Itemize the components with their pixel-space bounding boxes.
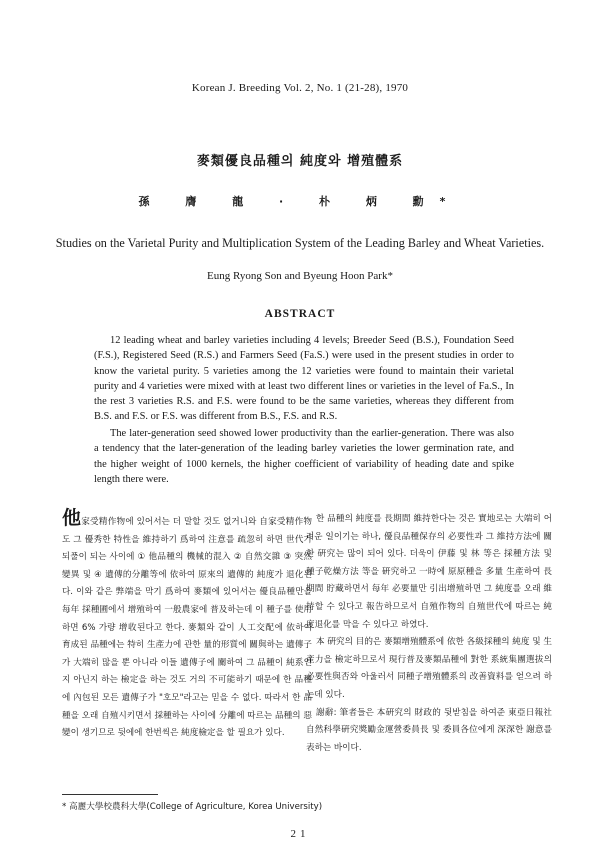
english-authors: Eung Ryong Son and Byeung Hoon Park* (207, 270, 393, 282)
abstract-paragraph-2: The later-generation seed showed lower productivity than the earlier-generation. There was also a tendency that the later-generation of the leading barley varieties the lower germination rate, and the higher weight of 1000 kernels, the higher coefficient of variability of heading date and spike length there were. (94, 428, 514, 485)
footnote-rule (62, 794, 158, 795)
drop-cap: 他 (62, 507, 82, 529)
journal-header: Korean J. Breeding Vol. 2, No. 1 (21-28), 1970 (191, 82, 409, 94)
body-right-column (306, 511, 552, 757)
abstract-paragraph-1: 12 leading wheat and barley varieties including 4 levels; Breeder Seed (B.S.), Foundation Seed (F.S.), Registered Seed (R.S.) and Farmers Seed (Fa.S.) were used in the present studies in order to know the varietal purity. 5 varieties among the 12 varieties were found to maintain their varietal purity and 4 varieties were mixed with at least two different lines or varieties in the level of Fa.S., In the rest 3 varieties R.S. and F.S. were found to be the same varieties, whereas they different from B.S. and F.S. or F.S. was different from B.S., F.S. and R.S. (94, 335, 514, 423)
korean-authors: 孫 膺 龍 · 朴 炳 勳* (138, 195, 462, 208)
right-paragraph-1: 한 品種의 純度를 長期間 維持한다는 것은 實地로는 大端히 어려운 일이기는 하나, 優良品種保存의 必要性과 그 維持方法에 關한 硏究는 많이 되어 있다. 더욱이 伊藤 및 林 等은 採種方法 및 種子乾燥方法 等을 硏究하고 一時에 原原種을 多量 生產하여 長期間 貯藏하면서 每年 必要量만 引出增殖하면 그 純度를 오래 維持할 수 있다고 報告하므로서 自殖作物의 自殖世代에 따르는 純度退化를 막을 수 있다고 하였다. (306, 514, 552, 630)
page-number: 21 (290, 828, 310, 840)
body-left-column (62, 507, 312, 743)
korean-title: 麥類優良品種의 純度와 增殖體系 (196, 154, 404, 169)
footnote: * 高麗大學校農科大學(College of Agriculture, Korea University) (62, 802, 323, 812)
right-paragraph-2: 本 硏究의 目的은 麥類增殖體系에 依한 各級採種의 純度 및 生產力을 檢定하므로서 現行普及麥類品種에 對한 系統集團選拔의 必要性與否와 아울러서 同種子增殖體系의 改善資料를 얻으려 하는데 있다. (306, 637, 552, 700)
acknowledgement-paragraph: 謝辭: 筆者들은 本硏究의 財政的 뒷받침을 하여준 東亞日報社 自然科學硏究獎勵金運營委員長 및 委員各位에게 深深한 謝意를 表하는 바이다. (306, 707, 552, 753)
english-title: Studies on the Varietal Purity and Multiplication System of the Leading Barley and Wheat Varieties. (55, 236, 545, 250)
abstract-heading: ABSTRACT (264, 308, 336, 320)
left-column-text: 家受精作物에 있어서는 더 말할 것도 없거니와 自家受精作物도 그 優秀한 特性을 維持하기 爲하여 注意를 疏忽히 하면 世代가 되풀이 되는 사이에 ① 他品種의 機械的混入 ② 自然交雜 ③ 突然變異 및 ④ 遺傳的分離等에 依하여 原來의 遺傳的 純度가 退化된다. 이와 같은 弊端을 막기 爲하여 麥類에 있어서는 優良品種만을 每年 採種圃에서 增殖하여 一般農家에 普及하는데 이 種子를 使用하면 6% 가량 增收된다고 한다. 麥類와 같이 人工交配에 依하여 育成된 品種에는 特히 生產力에 관한 量的形質에 關與하는 遺傳子가 大端히 많을 뿐 아니라 이들 遺傳子에 關하여 그 品種이 純系인지 아닌지 하는 檢定을 하는 것도 거의 不可能하기 때문에 한 品種에 內包된 모든 遺傳子가 "호모"라고는 믿을 수 없다. 따라서 한 品種을 오래 自殖시키면서 採種하는 사이에 分離에 따르는 品種의 惡變이 생기므로 뒷에에 한번씩은 純度檢定을 할 필요가 있다. (62, 517, 312, 739)
